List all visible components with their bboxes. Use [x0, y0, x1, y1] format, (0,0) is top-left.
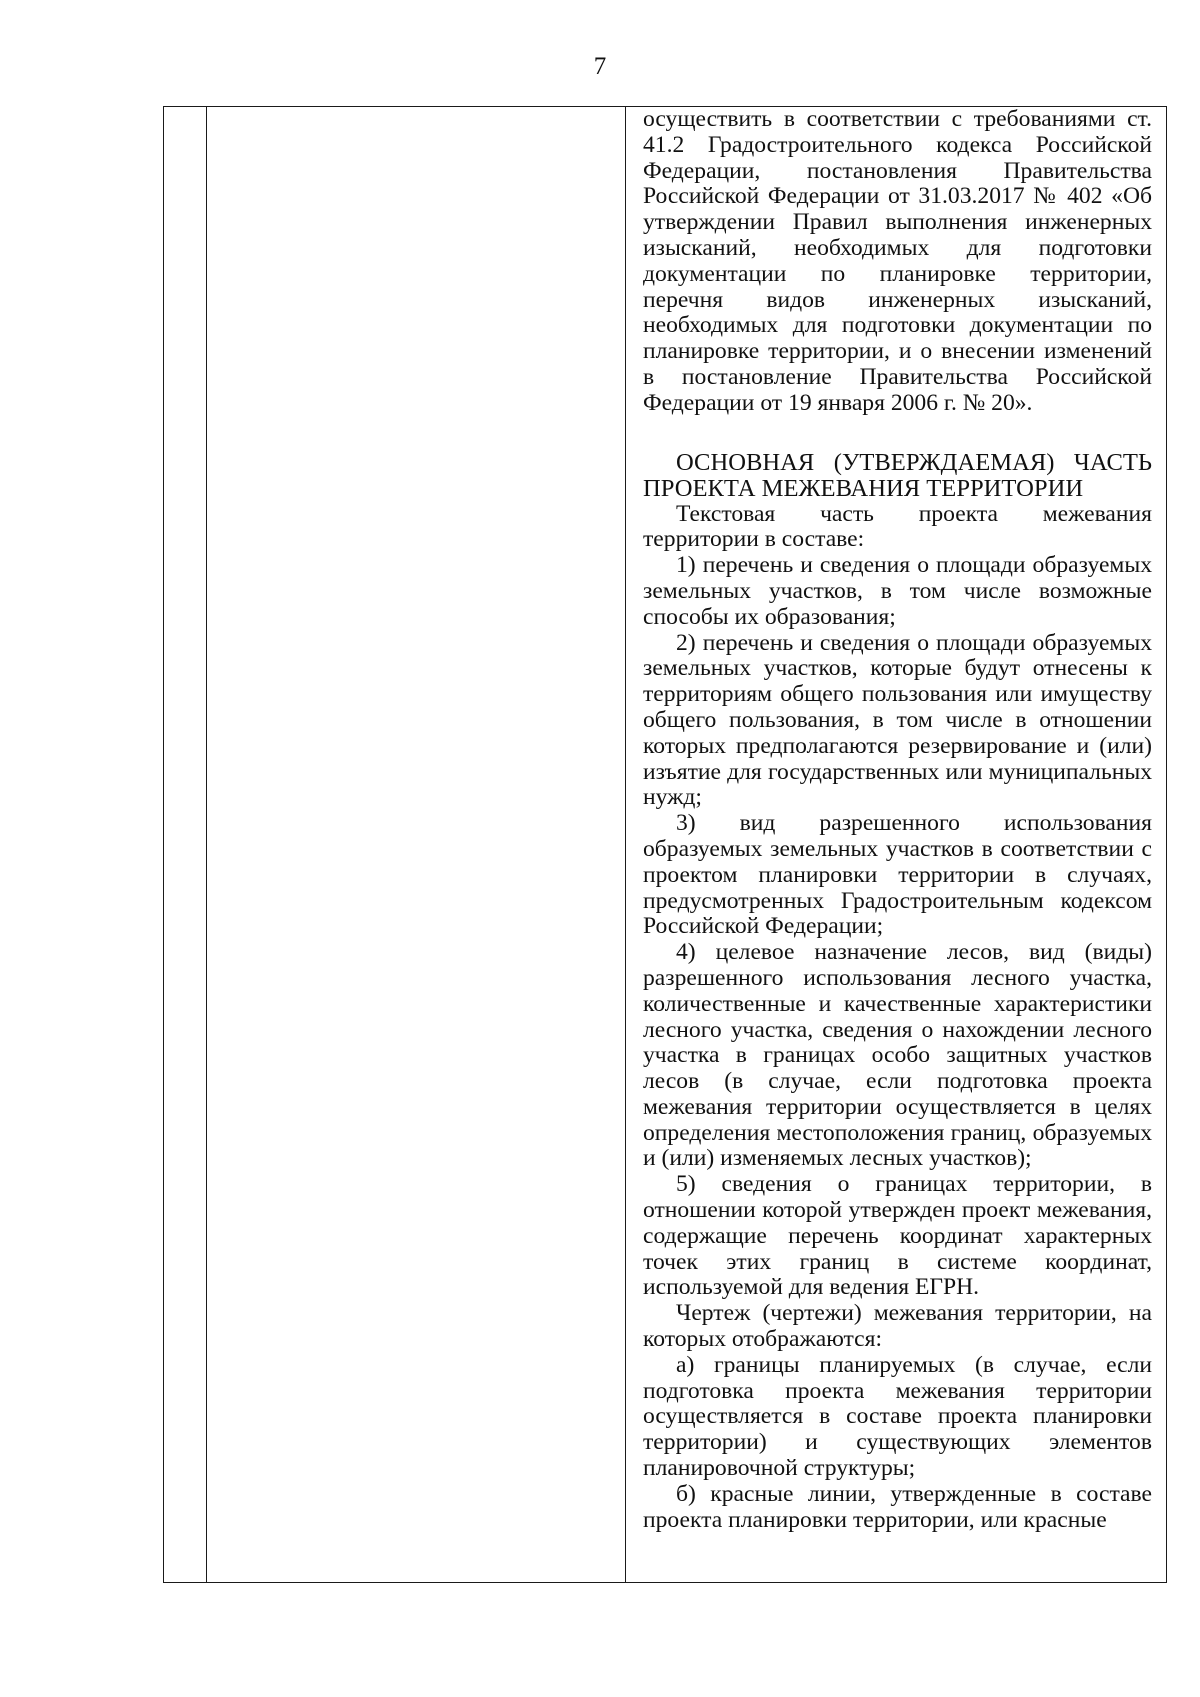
requirements-table: [163, 106, 1167, 1583]
requirements-text-cell: [626, 107, 1167, 1583]
list-item-1: 1) перечень и сведения о площади образуемых земельных участков, в том числе возможные способы их образования;: [643, 552, 1152, 630]
list-item-a: а) границы планируемых (в случае, если подготовка проекта межевания территории осуществляется в составе проекта планировки территории) и существующих элементов планировочной структуры;: [643, 1351, 1152, 1482]
list-item-2: 2) перечень и сведения о площади образуемых земельных участков, которые будут отнесены к территориям общего пользования или имуществу общего пользования, в том числе в отношении которых предполагаются резервирование и (или) изъятие для государственных или муниципальных нужд;: [643, 629, 1152, 811]
requirements-text: [626, 107, 1166, 1533]
table-row: [164, 107, 1167, 1583]
paragraph-gap: [643, 417, 1152, 450]
list-item-4: 4) целевое назначение лесов, вид (виды) разрешенного использования лесного участка, количественные и качественные характеристики лесного участка, сведения о нахождении лесного участка в границах особо защитных участков лесов (в случае, если подготовка проекта межевания территории осуществляется в целях определения местоположения границ, образуемых и (или) изменяемых лесных участков);: [643, 939, 1152, 1172]
page-number: 7: [593, 53, 607, 80]
list-item-3: 3) вид разрешенного использования образуемых земельных участков в соответствии с проектом планировки территории в случаях, предусмотренных Градостроительным кодексом Российской Федерации;: [643, 810, 1152, 940]
number-column-cell: [164, 107, 207, 1583]
list-item-b: б) красные линии, утвержденные в составе проекта планировки территории, или красные: [643, 1480, 1152, 1533]
paragraph-surveys-requirement: осуществить в соответствии с требованиями ст. 41.2 Градостроительного кодекса Российской Федерации, постановления Правительства Российской Федерации от 31.03.2017 № 402 «Об утверждении Правил выполнения инженерных изысканий, необходимых для подготовки документации по планировке территории, перечня видов инженерных изысканий, необходимых для подготовки документации по планировке территории, и о внесении изменений в постановление Правительства Российской Федерации от 19 января 2006 г. № 20».: [643, 106, 1152, 416]
section-name-cell: [207, 107, 626, 1583]
section-heading: ОСНОВНАЯ (УТВЕРЖДАЕМАЯ) ЧАСТЬ ПРОЕКТА МЕЖЕВАНИЯ ТЕРРИТОРИИ: [643, 448, 1152, 502]
paragraph-drawings: Чертеж (чертежи) межевания территории, на которых отображаются:: [643, 1300, 1152, 1353]
list-item-5: 5) сведения о границах территории, в отношении которой утвержден проект межевания, содержащие перечень координат характерных точек этих границ в системе координат, используемой для ведения ЕГРН.: [643, 1171, 1152, 1301]
paragraph-text-part: Текстовая часть проекта межевания территории в составе:: [643, 500, 1152, 553]
